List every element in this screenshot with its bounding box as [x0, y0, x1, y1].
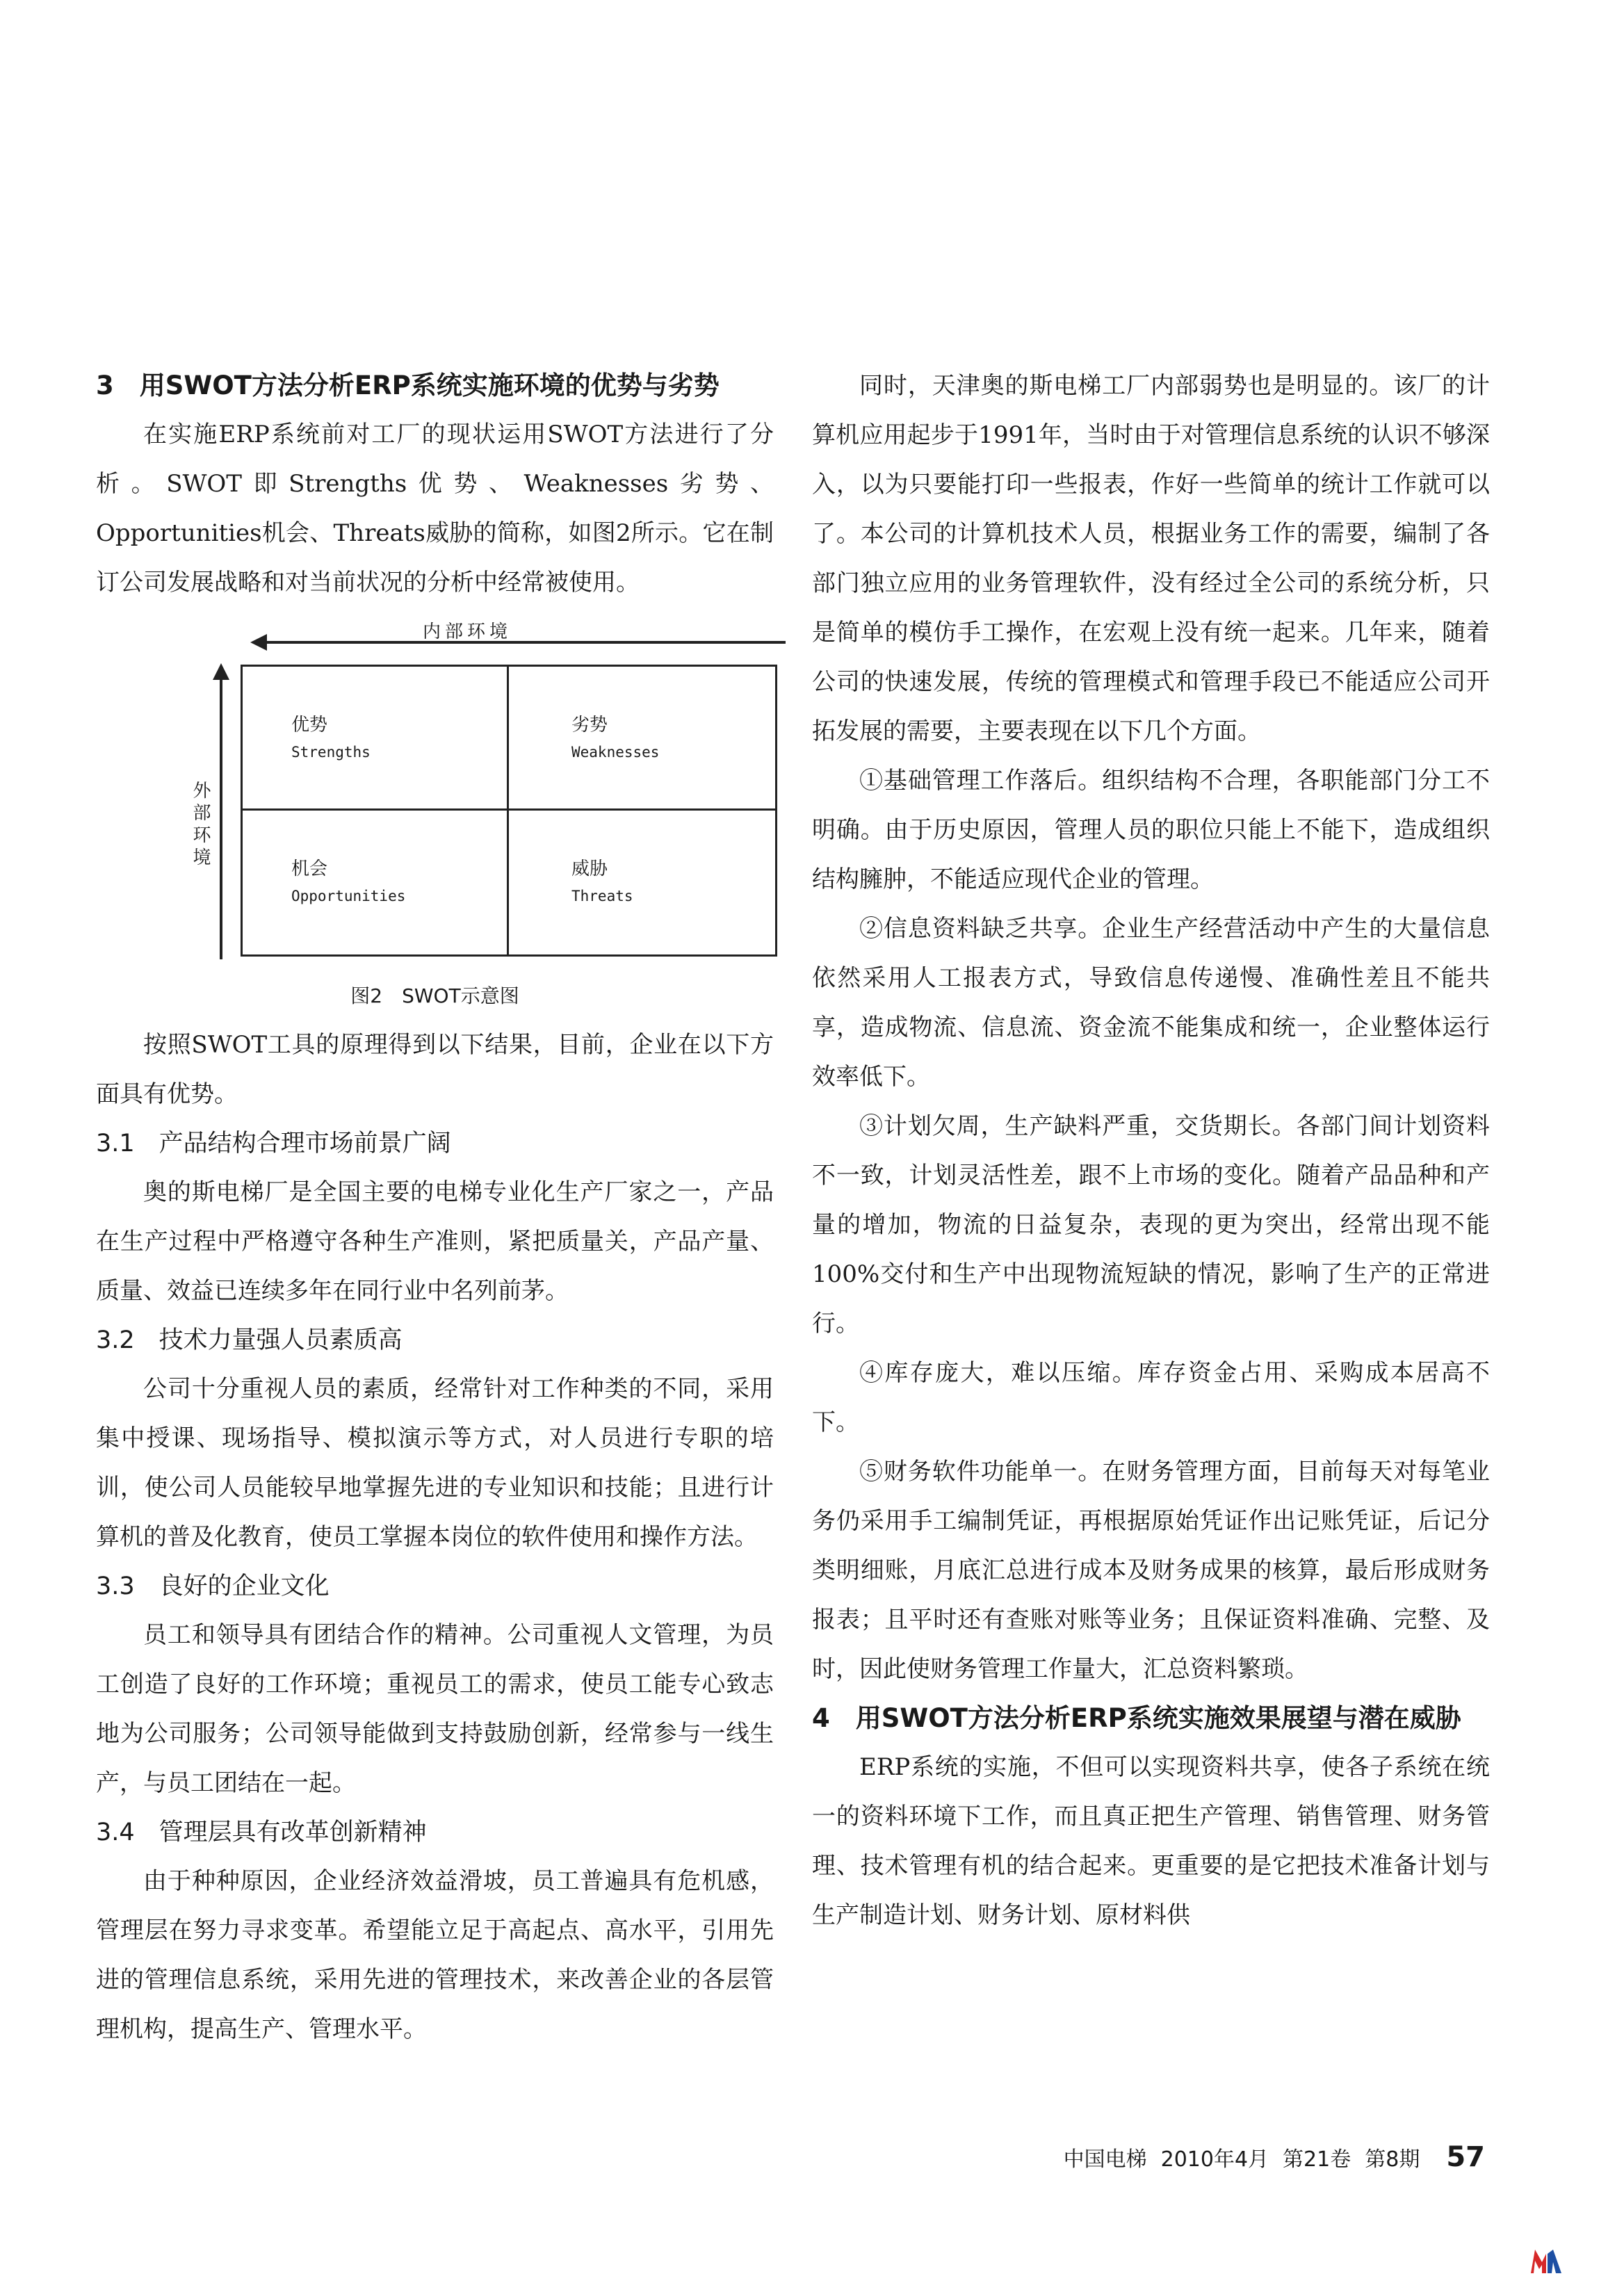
cell-cn-label: 机会 — [291, 859, 328, 879]
vertical-arrow-line — [220, 674, 222, 959]
cell-en-label: Threats — [571, 888, 633, 904]
external-environment-label: 外部环境 — [190, 781, 211, 870]
subsection-3-2-heading: 3.2 技术力量强人员素质高 — [96, 1326, 403, 1354]
publisher-logo-icon — [1529, 2247, 1563, 2275]
list-item: ③计划欠周，生产缺料严重，交货期长。各部门间计划资料不一致，计划灵活性差，跟不上市场的变化。随着产品品种和产量的增加，物流的日益复杂，表现的更为突出，经常出现不能100%交付和生产中出现物流短缺的情况，影响了生产的正常进行。 — [812, 1112, 1490, 1338]
issue-date: 2010年4月 — [1160, 2147, 1269, 2172]
swot-cell-threats — [509, 811, 775, 954]
paragraph: 同时，天津奥的斯电梯工厂内部弱势也是明显的。该厂的计算机应用起步于1991年，当时由于对管理信息系统的认识不够深入，以为只要能打印一些报表，作好一些简单的统计工作就可以了。本公司的计算机技术人员，根据业务工作的需要，编制了各部门独立应用的业务管理软件，没有经过全公司的系统分析，只是简单的模仿手工操作，在宏观上没有统一起来。几年来，随着公司的快速发展，传统的管理模式和管理手段已不能适应公司开拓发展的需要，主要表现在以下几个方面。 — [812, 372, 1490, 745]
page-footer — [1064, 2141, 1485, 2173]
list-item: ①基础管理工作落后。组织结构不合理，各职能部门分工不明确。由于历史原因，管理人员的职位只能上不能下，造成组织结构臃肿，不能适应现代企业的管理。 — [812, 767, 1490, 893]
swot-grid — [241, 665, 777, 957]
internal-environment-label: 内部环境 — [423, 621, 512, 642]
list-item: ②信息资料缺乏共享。企业生产经营活动中产生的大量信息依然采用人工报表方式，导致信息传递慢、准确性差且不能共享，造成物流、信息流、资金流不能集成和统一，企业整体运行效率低下。 — [812, 915, 1490, 1091]
paragraph: 员工和领导具有团结合作的精神。公司重视人文管理，为员工创造了良好的工作环境；重视员工的需求，使员工能专心致志地为公司服务；公司领导能做到支持鼓励创新，经常参与一线生产，与员工团结在一起。 — [96, 1621, 774, 1797]
volume: 第21卷 — [1283, 2147, 1351, 2172]
section-4-heading: 4 用SWOT方法分析ERP系统实施效果展望与潜在威胁 — [812, 1703, 1461, 1733]
horizontal-arrow-line — [257, 641, 786, 644]
swot-cell-weaknesses — [509, 667, 775, 811]
paragraph: 奥的斯电梯厂是全国主要的电梯专业化生产厂家之一，产品在生产过程中严格遵守各种生产准则，紧把质量关，产品产量、质量、效益已连续多年在同行业中名列前茅。 — [96, 1178, 774, 1305]
journal-name: 中国电梯 — [1063, 2147, 1147, 2172]
subsection-3-1-heading: 3.1 产品结构合理市场前景广阔 — [96, 1130, 451, 1157]
paragraph: 公司十分重视人员的素质，经常针对工作种类的不同，采用集中授课、现场指导、模拟演示等方式，对人员进行专职的培训，使公司人员能较早地掌握先进的专业知识和技能；且进行计算机的普及化教育，使员工掌握本岗位的软件使用和操作方法。 — [96, 1375, 774, 1551]
figure-caption: 图2 SWOT示意图 — [350, 984, 519, 1007]
paragraph: 由于种种原因，企业经济效益滑坡，员工普遍具有危机感，管理层在努力寻求变革。希望能立足于高起点、高水平，引用先进的管理信息系统，采用先进的管理技术，来改善企业的各层管理机构，提高生产、管理水平。 — [96, 1867, 774, 2043]
list-item: ⑤财务软件功能单一。在财务管理方面，目前每天对每笔业务仍采用手工编制凭证，再根据原始凭证作出记账凭证，后记分类明细账，月底汇总进行成本及财务成果的核算，最后形成财务报表；且平时还有查账对账等业务；且保证资料准确、完整、及时，因此使财务管理工作量大，汇总资料繁琐。 — [812, 1458, 1490, 1683]
left-column — [96, 361, 774, 2054]
paragraph: ERP系统的实施，不但可以实现资料共享，使各子系统在统一的资料环境下工作，而且真正把生产管理、销售管理、财务管理、技术管理有机的结合起来。更重要的是它把技术准备计划与生产制造计划、财务计划、原材料供 — [812, 1753, 1490, 1929]
list-item: ④库存庞大，难以压缩。库存资金占用、采购成本居高不下。 — [812, 1359, 1490, 1436]
subsection-3-4-heading: 3.4 管理层具有改革创新精神 — [96, 1819, 427, 1846]
subsection-3-3-heading: 3.3 良好的企业文化 — [96, 1572, 330, 1600]
cell-cn-label: 威胁 — [571, 859, 608, 879]
cell-en-label: Opportunities — [291, 888, 406, 904]
page-number: 57 — [1446, 2141, 1485, 2173]
swot-cell-opportunities — [243, 811, 509, 954]
right-column — [812, 361, 1490, 1940]
cell-cn-label: 劣势 — [571, 715, 608, 735]
paragraph: 按照SWOT工具的原理得到以下结果，目前，企业在以下方面具有优势。 — [96, 1031, 774, 1108]
swot-cell-strengths — [243, 667, 509, 811]
paragraph: 在实施ERP系统前对工厂的现状运用SWOT方法进行了分析。SWOT即Strengths优势、Weaknesses劣势、Opportunities机会、Threats威胁的简称，如图2所示。它在制订公司发展战略和对当前状况的分析中经常被使用。 — [96, 421, 774, 596]
issue-number: 第8期 — [1365, 2147, 1420, 2172]
section-3-heading: 3 用SWOT方法分析ERP系统实施环境的优势与劣势 — [96, 371, 720, 400]
cell-en-label: Weaknesses — [571, 744, 660, 761]
swot-figure — [96, 617, 774, 972]
cell-en-label: Strengths — [291, 744, 371, 761]
cell-cn-label: 优势 — [291, 715, 328, 735]
